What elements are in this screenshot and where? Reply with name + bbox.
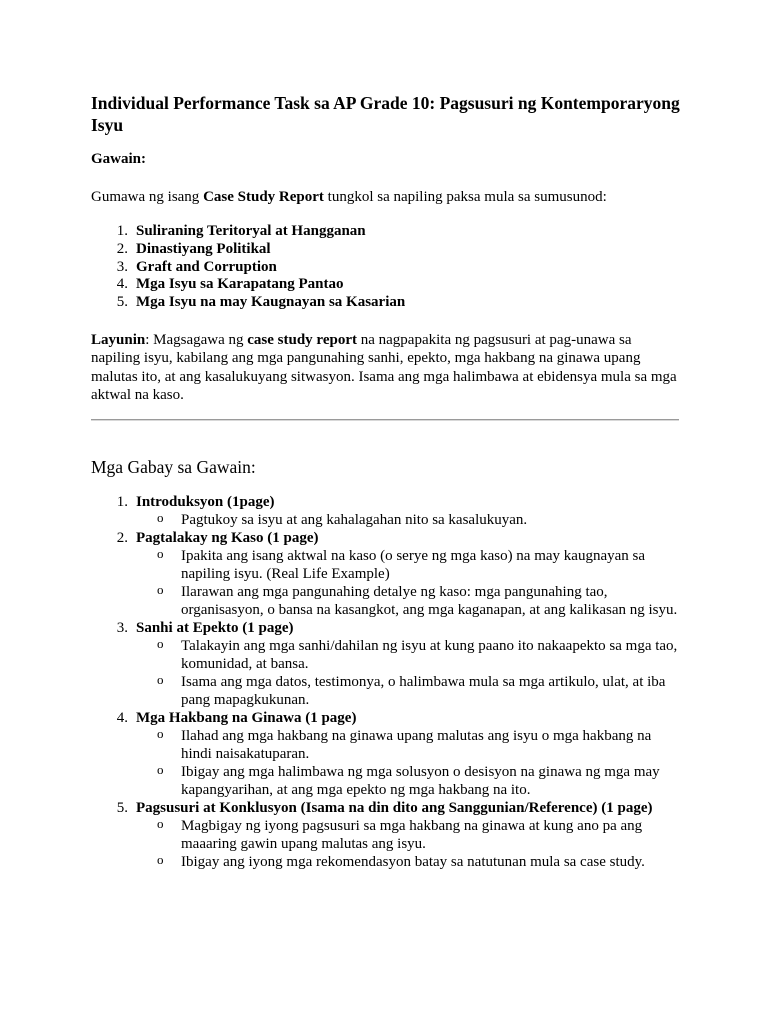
guide-heading: Mga Gabay sa Gawain: bbox=[91, 457, 256, 477]
topic-label: Graft and Corruption bbox=[136, 258, 277, 275]
guide-number: 4. bbox=[116, 710, 128, 726]
guide-sub-item bbox=[91, 727, 681, 763]
bullet-icon: o bbox=[157, 852, 164, 867]
horizontal-rule bbox=[91, 419, 679, 421]
guide-number: 1. bbox=[116, 494, 128, 510]
intro-paragraph bbox=[91, 188, 607, 206]
bullet-icon: o bbox=[157, 816, 164, 831]
topic-item bbox=[91, 276, 405, 294]
topic-number: 2. bbox=[116, 240, 128, 257]
topic-number: 3. bbox=[116, 258, 128, 275]
guide-sub-item bbox=[91, 763, 681, 799]
gawain-label: Gawain: bbox=[91, 151, 147, 167]
guide-sub-text: Ipakita ang isang aktwal na kaso (o serye ng mga kaso) na may kaugnayan sa napiling isyu. (Real Life Example) bbox=[181, 548, 646, 582]
guide-sub-list bbox=[91, 547, 681, 619]
guide-sub-list bbox=[91, 511, 681, 529]
guide-sub-item bbox=[91, 817, 681, 853]
guide-sub-text: Pagtukoy sa isyu at ang kahalagahan nito sa kasalukuyan. bbox=[181, 512, 528, 528]
intro-text-before: Gumawa ng isang bbox=[91, 189, 204, 205]
topic-number: 4. bbox=[116, 276, 128, 293]
topic-label: Mga Isyu sa Karapatang Pantao bbox=[136, 276, 344, 293]
guide-title-text: Sanhi at Epekto (1 page) bbox=[136, 620, 294, 636]
topic-item bbox=[91, 241, 405, 259]
guide-number: 2. bbox=[116, 530, 128, 546]
guide-sub-text: Ibigay ang mga halimbawa ng mga solusyon o desisyon na ginawa ng mga may kapangyarihan, at ang mga epekto ng mga hakbang na ito. bbox=[181, 764, 660, 798]
objective-colon: : bbox=[145, 332, 150, 348]
topic-item bbox=[91, 223, 405, 241]
guide-title-text: Introduksyon (1page) bbox=[136, 494, 275, 510]
guide-sub-item bbox=[91, 511, 681, 529]
guide-item-title bbox=[91, 709, 681, 727]
topic-label: Suliraning Teritoryal at Hangganan bbox=[136, 223, 366, 239]
guide-sub-item bbox=[91, 673, 681, 709]
objective-paragraph bbox=[91, 331, 681, 404]
topic-list bbox=[91, 223, 405, 312]
guide-item-title bbox=[91, 493, 681, 511]
topic-label: Dinastiyang Politikal bbox=[136, 240, 271, 257]
guide-item bbox=[91, 493, 681, 529]
guide-sub-item bbox=[91, 637, 681, 673]
guide-sub-text: Magbigay ng iyong pagsusuri sa mga hakbang na ginawa at kung ano pa ang maaaring gawin upang malutas ang isyu. bbox=[181, 818, 643, 852]
bullet-icon: o bbox=[157, 636, 164, 651]
guide-sub-list bbox=[91, 637, 681, 709]
document-title: Individual Performance Task sa AP Grade 10: Pagsusuri ng Kontemporaryong Isyu bbox=[91, 93, 680, 135]
guide-number: 5. bbox=[116, 800, 128, 816]
guide-item-title bbox=[91, 799, 681, 817]
topic-label: Mga Isyu na may Kaugnayan sa Kasarian bbox=[136, 294, 406, 311]
guide-sub-text: Isama ang mga datos, testimonya, o halimbawa mula sa mga artikulo, ulat, at iba pang mapagkukunan. bbox=[181, 674, 666, 708]
guide-title-text: Pagtalakay ng Kaso (1 page) bbox=[136, 530, 319, 546]
objective-text-bold: case study report bbox=[247, 332, 357, 348]
guide-sub-item bbox=[91, 583, 681, 619]
guide-list bbox=[91, 493, 681, 871]
guide-title-text: Mga Hakbang na Ginawa (1 page) bbox=[136, 710, 357, 726]
objective-text-1: Magsagawa ng bbox=[149, 332, 248, 348]
bullet-icon: o bbox=[157, 510, 164, 525]
guide-sub-text: Ilahad ang mga hakbang na ginawa upang malutas ang isyu o mga hakbang na hindi naisakatuparan. bbox=[181, 728, 652, 762]
bullet-icon: o bbox=[157, 726, 164, 741]
intro-text-after: tungkol sa napiling paksa mula sa sumusunod: bbox=[323, 189, 607, 205]
bullet-icon: o bbox=[157, 672, 164, 687]
guide-item bbox=[91, 799, 681, 871]
guide-item-title bbox=[91, 529, 681, 547]
topic-item bbox=[91, 294, 405, 312]
bullet-icon: o bbox=[157, 546, 164, 561]
topic-item bbox=[91, 259, 405, 277]
guide-item bbox=[91, 529, 681, 619]
guide-sub-text: Ibigay ang iyong mga rekomendasyon batay sa natutunan mula sa case study. bbox=[181, 854, 645, 870]
objective-text-2: na nagpapakita ng pagsusuri at pag-unawa sa napiling isyu, kabilang ang mga pangunahing sanhi, epekto, mga hakbang na ginawa upang malutas ito, at ang kasalukuyang sitwasyon. Isama ang mga halimbawa at ebidensya mula sa mga aktwal na kaso. bbox=[91, 332, 677, 403]
guide-title-text: Pagsusuri at Konklusyon (Isama na din dito ang Sanggunian/Reference) (1 page) bbox=[136, 800, 653, 816]
topic-number: 1. bbox=[116, 223, 128, 239]
guide-item bbox=[91, 709, 681, 799]
guide-item bbox=[91, 619, 681, 709]
guide-sub-list bbox=[91, 817, 681, 871]
guide-sub-item bbox=[91, 547, 681, 583]
objective-label: Layunin bbox=[91, 332, 146, 348]
guide-number: 3. bbox=[116, 620, 128, 636]
bullet-icon: o bbox=[157, 582, 164, 597]
topic-number: 5. bbox=[116, 294, 128, 311]
guide-item-title bbox=[91, 619, 681, 637]
intro-text-bold: Case Study Report bbox=[203, 189, 324, 205]
bullet-icon: o bbox=[157, 762, 164, 777]
guide-sub-item bbox=[91, 853, 681, 871]
guide-sub-text: Ilarawan ang mga pangunahing detalye ng kaso: mga pangunahing tao, organisasyon, o bansa na kasangkot, ang mga kaganapan, at ang kalikasan ng isyu. bbox=[181, 584, 678, 618]
guide-sub-text: Talakayin ang mga sanhi/dahilan ng isyu at kung paano ito nakaapekto sa mga tao, komunidad, at bansa. bbox=[181, 638, 678, 672]
guide-sub-list bbox=[91, 727, 681, 799]
